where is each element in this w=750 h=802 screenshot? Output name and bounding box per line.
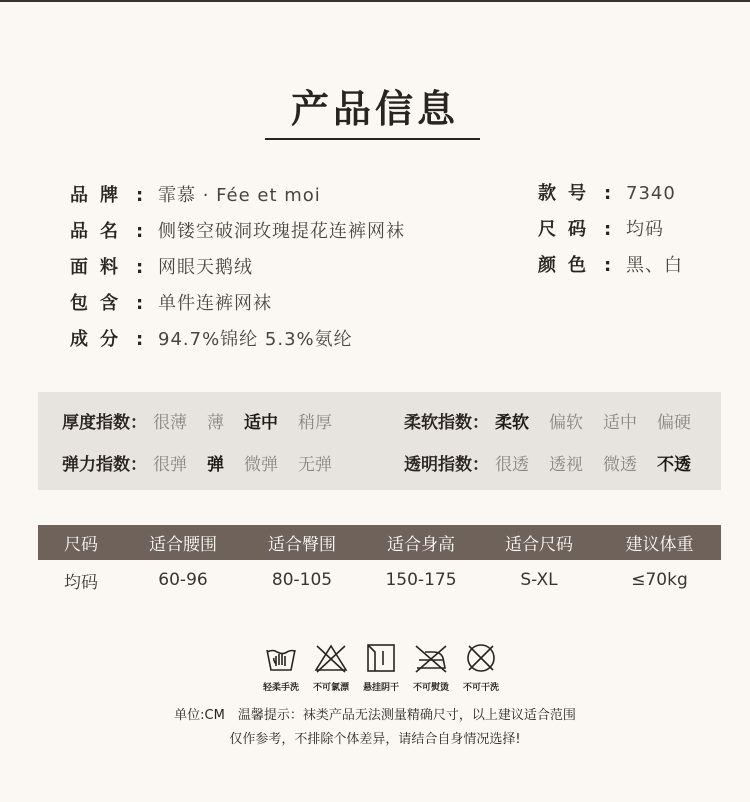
transparency-option: 透视 <box>549 455 583 475</box>
hand-wash-icon <box>263 640 299 676</box>
care-item <box>256 640 306 693</box>
info-label: 尺码 <box>538 219 598 240</box>
size-table <box>38 525 721 600</box>
elasticity-label: 弹力指数： <box>62 455 147 475</box>
info-label: 款号 <box>538 183 598 204</box>
softness-option: 偏硬 <box>657 413 691 433</box>
table-row <box>38 560 721 600</box>
info-value: 黑、白 <box>626 255 683 276</box>
softness-option-selected: 柔软 <box>495 413 529 433</box>
table-cell: 60-96 <box>158 570 208 590</box>
info-value: 7340 <box>626 183 676 204</box>
info-label: 包含 <box>70 293 130 314</box>
no-iron-icon <box>413 640 449 676</box>
elasticity-option: 很弹 <box>153 455 187 475</box>
softness-option: 适中 <box>603 413 637 433</box>
elasticity-option: 微弹 <box>244 455 278 475</box>
header-cell: 适合尺码 <box>505 535 573 555</box>
softness-scale <box>404 408 711 433</box>
elasticity-option-selected: 弹 <box>207 455 224 475</box>
note-line-1: 单位:CM 温馨提示：袜类产品无法测量精确尺寸，以上建议适合范围 <box>174 708 576 723</box>
care-item <box>456 640 506 693</box>
table-cell: 80-105 <box>271 570 333 590</box>
info-row-composition: 成分 : 94.7%锦纶 5.3%氨纶 <box>70 322 405 358</box>
info-value: 霏慕 · Fée et moi <box>158 185 321 206</box>
info-value: 侧镂空破洞玫瑰提花连裤网袜 <box>158 221 405 242</box>
info-row-name: 品名 : 侧镂空破洞玫瑰提花连裤网袜 <box>70 214 405 250</box>
size-table-header <box>38 525 721 560</box>
care-item <box>406 640 456 693</box>
elasticity-scale <box>62 450 352 475</box>
header-cell: 适合臀围 <box>268 535 336 555</box>
info-right-list <box>538 176 683 284</box>
hang-dry-shade-icon <box>363 640 399 676</box>
info-row-size: 尺码 : 均码 <box>538 212 683 248</box>
info-label: 品牌 <box>70 185 130 206</box>
transparency-option-selected: 不透 <box>657 455 691 475</box>
info-row-style-no: 款号 : 7340 <box>538 176 683 212</box>
info-label: 品名 <box>70 221 130 242</box>
info-label: 成分 <box>70 329 130 350</box>
thickness-scale <box>62 408 352 433</box>
thickness-option: 稍厚 <box>298 413 332 433</box>
care-label: 轻柔手洗 <box>262 683 299 693</box>
top-border <box>0 0 750 2</box>
no-dry-clean-icon <box>463 640 499 676</box>
header-cell: 尺码 <box>64 535 98 555</box>
info-row-brand: 品牌 : 霏慕 · Fée et moi <box>70 178 405 214</box>
info-left-list <box>70 178 405 358</box>
softness-option: 偏软 <box>549 413 583 433</box>
table-cell: 150-175 <box>385 570 457 590</box>
note-line-2: 仅作参考，不排除个体差异，请结合自身情况选择! <box>229 732 521 747</box>
page-title: 产品信息 <box>290 86 459 131</box>
care-instructions <box>256 640 506 693</box>
info-row-includes: 包含 : 单件连裤网袜 <box>70 286 405 322</box>
thickness-label: 厚度指数： <box>62 413 147 433</box>
header-cell: 适合身高 <box>387 535 455 555</box>
info-label: 面料 <box>70 257 130 278</box>
elasticity-option: 无弹 <box>298 455 332 475</box>
thickness-option: 很薄 <box>153 413 187 433</box>
care-item <box>356 640 406 693</box>
care-label: 不可熨烫 <box>412 683 449 693</box>
transparency-option: 微透 <box>603 455 637 475</box>
care-label: 悬挂阴干 <box>362 683 399 693</box>
no-bleach-icon <box>313 640 349 676</box>
info-value: 均码 <box>626 219 664 240</box>
header-cell: 建议体重 <box>625 535 694 555</box>
info-value: 单件连裤网袜 <box>158 293 272 314</box>
header-cell: 适合腰围 <box>149 535 217 555</box>
table-cell: ≤70kg <box>631 570 688 590</box>
info-value: 94.7%锦纶 5.3%氨纶 <box>158 329 353 350</box>
info-label: 颜色 <box>538 255 598 276</box>
title-underline <box>265 138 480 140</box>
thickness-option: 薄 <box>207 413 224 433</box>
softness-label: 柔软指数： <box>404 413 489 433</box>
thickness-option-selected: 适中 <box>244 413 278 433</box>
attribute-panel <box>38 392 721 490</box>
care-item <box>306 640 356 693</box>
care-label: 不可干洗 <box>462 683 499 693</box>
info-row-color: 颜色 : 黑、白 <box>538 248 683 284</box>
transparency-option: 很透 <box>495 455 529 475</box>
transparency-scale <box>404 450 711 475</box>
info-value: 网眼天鹅绒 <box>158 257 253 278</box>
care-label: 不可氯漂 <box>312 683 349 693</box>
transparency-label: 透明指数： <box>404 455 489 475</box>
table-cell: S-XL <box>520 570 558 590</box>
info-row-fabric: 面料 : 网眼天鹅绒 <box>70 250 405 286</box>
table-cell: 均码 <box>64 572 98 593</box>
